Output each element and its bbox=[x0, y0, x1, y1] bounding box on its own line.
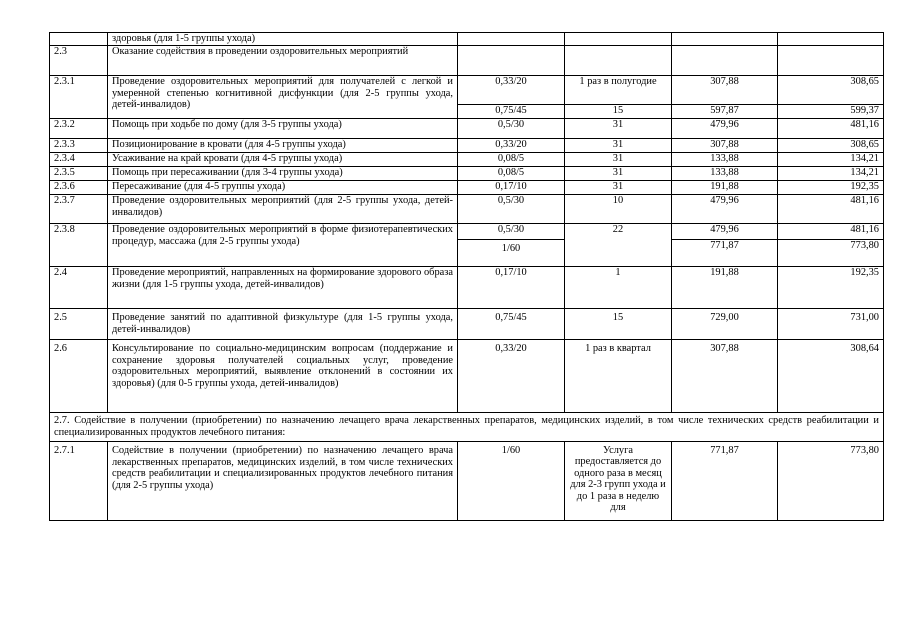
table-row bbox=[50, 442, 884, 521]
row-description: Помощь при пересаживании (для 3-4 группы ухода) bbox=[108, 167, 458, 181]
row-price-1 bbox=[672, 33, 778, 46]
row-number bbox=[50, 33, 108, 46]
row-price-2: 308,65 bbox=[778, 76, 884, 105]
row-number: 2.3.2 bbox=[50, 119, 108, 139]
row-price-2 bbox=[778, 33, 884, 46]
row-description: Помощь при ходьбе по дому (для 3-5 группы ухода) bbox=[108, 119, 458, 139]
table-row bbox=[50, 267, 884, 309]
row-price-2: 481,16 bbox=[778, 195, 884, 224]
table-row bbox=[50, 46, 884, 76]
row-description: Пересаживание (для 4-5 группы ухода) bbox=[108, 181, 458, 195]
row-frequency: 1 раз в квартал bbox=[565, 340, 672, 413]
row-price-2 bbox=[778, 46, 884, 76]
row-frequency: 31 bbox=[565, 181, 672, 195]
row-price-2: 731,00 bbox=[778, 309, 884, 340]
row-price-1 bbox=[672, 46, 778, 76]
row-time-norm: 1/60 bbox=[458, 240, 565, 267]
row-frequency: 22 bbox=[565, 224, 672, 267]
table-row bbox=[50, 33, 884, 46]
row-time-norm: 0,33/20 bbox=[458, 76, 565, 105]
row-price-2: 192,35 bbox=[778, 267, 884, 309]
row-price-2: 773,80 bbox=[778, 240, 884, 267]
row-price-1: 307,88 bbox=[672, 76, 778, 105]
row-time-norm bbox=[458, 33, 565, 46]
row-frequency: 15 bbox=[565, 105, 672, 119]
row-description: Консультирование по социально-медицинским вопросам (поддержание и сохранение здоровья получателей социальных услуг, проведение оздоровительных мероприятий, выявление отклонений в состоянии их здоровья) (для 0-5 группы ухода, детей-инвалидов) bbox=[108, 340, 458, 413]
row-description-main: Проведение оздоровительных мероприятий для получателей с легкой и умеренной степенью когнитивной дисфункции bbox=[112, 76, 453, 99]
row-price-1: 307,88 bbox=[672, 340, 778, 413]
row-price-2: 134,21 bbox=[778, 167, 884, 181]
row-description: Позиционирование в кровати (для 4-5 группы ухода) bbox=[108, 139, 458, 153]
row-frequency bbox=[565, 46, 672, 76]
row-time-norm: 0,08/5 bbox=[458, 167, 565, 181]
table-row bbox=[50, 119, 884, 139]
row-description: Проведение занятий по адаптивной физкультуре (для 1-5 группы ухода, детей-инвалидов) bbox=[108, 309, 458, 340]
row-price-1: 191,88 bbox=[672, 267, 778, 309]
row-price-1: 729,00 bbox=[672, 309, 778, 340]
row-price-1: 479,96 bbox=[672, 195, 778, 224]
row-number: 2.3.6 bbox=[50, 181, 108, 195]
row-description: Оказание содействия в проведении оздоровительных мероприятий bbox=[108, 46, 458, 76]
row-price-2: 134,21 bbox=[778, 153, 884, 167]
row-description: Проведение мероприятий, направленных на формирование здорового образа жизни (для 1-5 группы ухода, детей-инвалидов) bbox=[108, 267, 458, 309]
table-row bbox=[50, 76, 884, 105]
table-row bbox=[50, 195, 884, 224]
row-frequency bbox=[565, 33, 672, 46]
row-price-1: 771,87 bbox=[672, 240, 778, 267]
section-heading: 2.7. Содействие в получении (приобретении) по назначению лечащего врача лекарственных препаратов, медицинских изделий, в том числе технических средств реабилитации и специализированных продуктов лечебного питания: bbox=[50, 413, 884, 442]
row-price-1: 307,88 bbox=[672, 139, 778, 153]
row-price-1: 597,87 bbox=[672, 105, 778, 119]
row-price-2: 481,16 bbox=[778, 119, 884, 139]
row-time-norm: 0,5/30 bbox=[458, 224, 565, 240]
frequency-text: Услуга предоставляется до одного раза в месяц для 2-3 групп ухода и до 1 раза в неделю для bbox=[570, 445, 666, 514]
row-price-2: 773,80 bbox=[778, 442, 884, 521]
row-description bbox=[108, 76, 458, 119]
row-time-norm: 0,33/20 bbox=[458, 340, 565, 413]
row-time-norm: 0,33/20 bbox=[458, 139, 565, 153]
row-number: 2.5 bbox=[50, 309, 108, 340]
row-number: 2.4 bbox=[50, 267, 108, 309]
row-time-norm: 1/60 bbox=[458, 442, 565, 521]
row-frequency bbox=[565, 76, 672, 105]
row-description: Проведение оздоровительных мероприятий в форме физиотерапевтических процедур, массажа (для 2-5 группы ухода) bbox=[108, 224, 458, 267]
row-frequency: 15 bbox=[565, 309, 672, 340]
row-time-norm: 0,08/5 bbox=[458, 153, 565, 167]
row-frequency bbox=[565, 442, 672, 521]
row-frequency: 1 bbox=[565, 267, 672, 309]
table-row bbox=[50, 340, 884, 413]
row-price-2: 308,64 bbox=[778, 340, 884, 413]
table-row bbox=[50, 224, 884, 240]
row-frequency: 31 bbox=[565, 139, 672, 153]
row-price-2: 481,16 bbox=[778, 224, 884, 240]
table-row bbox=[50, 181, 884, 195]
row-frequency: 10 bbox=[565, 195, 672, 224]
row-number: 2.3 bbox=[50, 46, 108, 76]
row-frequency: 31 bbox=[565, 153, 672, 167]
row-description: Проведение оздоровительных мероприятий (для 2-5 группы ухода, детей-инвалидов) bbox=[108, 195, 458, 224]
frequency-text: 1 раз в полугодие bbox=[579, 76, 657, 87]
table-row bbox=[50, 139, 884, 153]
row-time-norm bbox=[458, 46, 565, 76]
services-table bbox=[49, 32, 884, 521]
row-price-1: 133,88 bbox=[672, 167, 778, 181]
row-time-norm: 0,5/30 bbox=[458, 119, 565, 139]
row-number: 2.3.8 bbox=[50, 224, 108, 267]
table-row bbox=[50, 167, 884, 181]
row-price-2: 308,65 bbox=[778, 139, 884, 153]
row-number: 2.7.1 bbox=[50, 442, 108, 521]
table-row bbox=[50, 413, 884, 442]
row-number: 2.3.1 bbox=[50, 76, 108, 119]
row-frequency: 31 bbox=[565, 119, 672, 139]
row-time-norm: 0,75/45 bbox=[458, 105, 565, 119]
table-row bbox=[50, 309, 884, 340]
row-price-1: 133,88 bbox=[672, 153, 778, 167]
row-price-1: 771,87 bbox=[672, 442, 778, 521]
row-price-1: 479,96 bbox=[672, 224, 778, 240]
row-number: 2.3.3 bbox=[50, 139, 108, 153]
row-time-norm: 0,17/10 bbox=[458, 181, 565, 195]
row-price-2: 599,37 bbox=[778, 105, 884, 119]
row-number: 2.3.7 bbox=[50, 195, 108, 224]
row-price-1: 479,96 bbox=[672, 119, 778, 139]
table-row bbox=[50, 153, 884, 167]
row-price-1: 191,88 bbox=[672, 181, 778, 195]
row-number: 2.3.5 bbox=[50, 167, 108, 181]
row-description-tail: (для 2-5 группы ухода, детей-инвалидов) bbox=[112, 87, 453, 111]
row-description: Содействие в получении (приобретении) по назначению лечащего врача лекарственных препаратов, медицинских изделий, в том числе технических средств реабилитации и специализированных продуктов лечебного питания (для 2-5 группы ухода) bbox=[108, 442, 458, 521]
row-time-norm: 0,17/10 bbox=[458, 267, 565, 309]
row-time-norm: 0,5/30 bbox=[458, 195, 565, 224]
row-description: здоровья (для 1-5 группы ухода) bbox=[108, 33, 458, 46]
row-number: 2.6 bbox=[50, 340, 108, 413]
row-number: 2.3.4 bbox=[50, 153, 108, 167]
row-time-norm: 0,75/45 bbox=[458, 309, 565, 340]
row-price-2: 192,35 bbox=[778, 181, 884, 195]
row-description: Усаживание на край кровати (для 4-5 группы ухода) bbox=[108, 153, 458, 167]
row-frequency: 31 bbox=[565, 167, 672, 181]
